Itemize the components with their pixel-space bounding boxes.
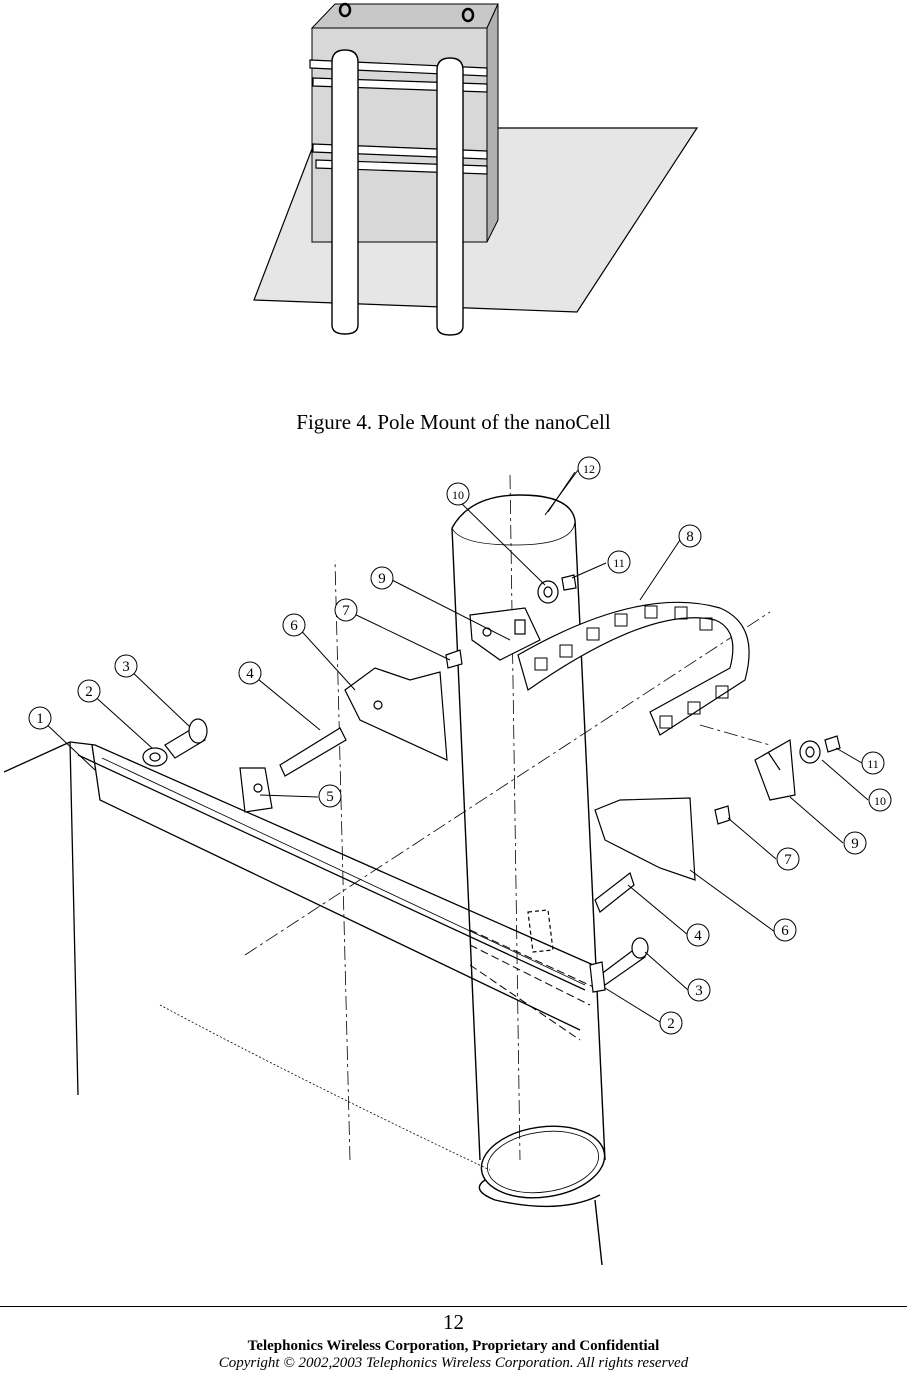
callouts xyxy=(29,457,891,1034)
callout-8 xyxy=(679,525,701,547)
callout-7-right xyxy=(777,848,799,870)
callout-6-right-label: 6 xyxy=(781,923,789,939)
callout-3-left-label: 3 xyxy=(122,659,130,675)
callout-9-left xyxy=(371,567,393,589)
callout-1-label: 1 xyxy=(36,711,44,727)
pipe-pole xyxy=(452,495,609,1265)
footer-divider xyxy=(0,1306,907,1307)
callout-10-right-label: 10 xyxy=(874,794,886,808)
callout-7-right-label: 7 xyxy=(784,852,792,868)
enclosure-outline xyxy=(4,742,600,1170)
footer-copyright-line: Copyright © 2002,2003 Telephonics Wireless Corporation. All rights reserved xyxy=(218,1355,689,1371)
callout-6-left-label: 6 xyxy=(290,618,298,634)
callout-11-top-label: 11 xyxy=(613,556,625,570)
callout-11-right-label: 11 xyxy=(867,757,879,771)
exploded-assembly-drawing xyxy=(0,455,907,1275)
rail-hidden-lines xyxy=(470,930,600,1040)
footer-company-line: Telephonics Wireless Corporation, Proprietary and Confidential xyxy=(247,1338,660,1354)
callout-2-left xyxy=(78,680,100,702)
callout-4-left xyxy=(239,662,261,684)
callout-3-left xyxy=(115,655,137,677)
callout-9-right-label: 9 xyxy=(851,836,859,852)
callout-12 xyxy=(578,457,600,479)
callout-11-right xyxy=(862,752,884,774)
callout-10-right xyxy=(869,789,891,811)
callout-1 xyxy=(29,707,51,729)
callout-8-label: 8 xyxy=(686,529,694,545)
page-number: 12 xyxy=(443,1310,464,1334)
callout-2-left-label: 2 xyxy=(85,684,93,700)
enclosure-side xyxy=(487,4,498,242)
callout-12-label: 12 xyxy=(583,462,595,476)
callout-4-left-label: 4 xyxy=(246,666,254,682)
callout-9-right xyxy=(844,832,866,854)
callout-3-right xyxy=(688,979,710,1001)
callout-4-right xyxy=(687,924,709,946)
callout-7-left-label: 7 xyxy=(342,603,350,619)
callout-5 xyxy=(319,785,341,807)
callout-6-left xyxy=(283,614,305,636)
callout-10-top-label: 10 xyxy=(452,488,464,502)
callout-3-right-label: 3 xyxy=(695,983,703,999)
clamps xyxy=(345,668,695,880)
figure-caption: Figure 4. Pole Mount of the nanoCell xyxy=(296,410,611,434)
callout-2-right-label: 2 xyxy=(667,1016,675,1032)
callout-6-right xyxy=(774,919,796,941)
callout-4-right-label: 4 xyxy=(694,928,702,944)
callout-2-right xyxy=(660,1012,682,1034)
callout-11-top xyxy=(608,551,630,573)
callout-7-left xyxy=(335,599,357,621)
callout-5-label: 5 xyxy=(326,789,334,805)
pole-mount-illustration xyxy=(240,0,710,345)
callout-10-top xyxy=(447,483,469,505)
callout-9-left-label: 9 xyxy=(378,571,386,587)
strap xyxy=(518,602,749,735)
